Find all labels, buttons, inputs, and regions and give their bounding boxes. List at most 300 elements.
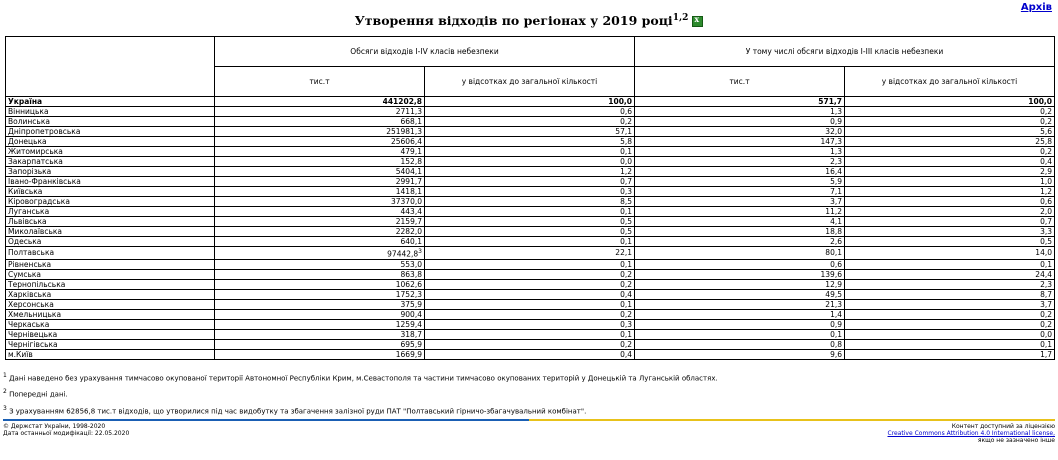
total-percent-cell-value: 57,1 — [615, 127, 632, 136]
hazardous-volume-cell-value: 0,8 — [830, 339, 842, 349]
region-cell-value: Черкаська — [8, 319, 50, 329]
total-percent-cell — [425, 299, 635, 309]
hazardous-volume-cell-value: 139,6 — [820, 269, 842, 279]
hazardous-volume-cell-value: 2,6 — [830, 237, 842, 246]
group1-percent-header: у відсотках до загальної кількості — [425, 67, 635, 97]
region-cell — [6, 349, 215, 359]
hazardous-percent-cell-value: 0,4 — [1040, 157, 1052, 166]
title-footnote-ref: 1,2 — [672, 13, 689, 23]
hazardous-volume-cell — [635, 309, 845, 319]
hazardous-percent-cell — [845, 269, 1055, 279]
region-cell-value: Кіровоградська — [8, 197, 70, 206]
hazardous-percent-cell-value: 0,1 — [1040, 259, 1052, 269]
hazardous-percent-cell — [845, 157, 1055, 167]
region-cell — [6, 207, 215, 217]
total-percent-cell-value: 0,0 — [620, 157, 632, 166]
region-cell — [6, 309, 215, 319]
total-volume-cell-value: 863,8 — [400, 269, 422, 279]
total-volume-cell-value: 1259,4 — [395, 319, 422, 329]
total-percent-cell — [425, 207, 635, 217]
hazardous-volume-cell — [635, 329, 845, 339]
region-cell — [6, 289, 215, 299]
hazardous-percent-cell-value: 100,0 — [1028, 97, 1052, 106]
total-volume-cell-value: 5404,1 — [395, 167, 422, 176]
total-percent-cell — [425, 247, 635, 260]
total-volume-cell — [215, 309, 425, 319]
hazardous-percent-cell-value: 8,7 — [1040, 289, 1052, 299]
hazardous-percent-cell — [845, 319, 1055, 329]
total-volume-cell-value: 441202,8 — [382, 97, 422, 106]
total-volume-cell-value: 1669,9 — [395, 349, 422, 359]
hazardous-volume-cell — [635, 299, 845, 309]
hazardous-volume-cell-value: 32,0 — [825, 127, 842, 136]
group2-unit-header: тис.т — [635, 67, 845, 97]
total-percent-cell — [425, 329, 635, 339]
hazardous-volume-cell — [635, 107, 845, 117]
license-link[interactable]: Creative Commons Attribution 4.0 International license, — [887, 430, 1055, 437]
total-percent-cell-value: 0,3 — [620, 187, 632, 196]
hazardous-percent-cell — [845, 237, 1055, 247]
total-volume-cell-value: 2282,0 — [395, 227, 422, 236]
hazardous-volume-cell-value: 0,6 — [830, 259, 842, 269]
hazardous-percent-cell-value: 0,2 — [1040, 309, 1052, 319]
footnote-marker: 3 — [3, 404, 7, 412]
hazardous-volume-cell-value: 0,1 — [830, 329, 842, 339]
table-row — [6, 117, 1055, 127]
hazardous-percent-cell — [845, 137, 1055, 147]
footnote — [3, 388, 718, 398]
total-percent-cell — [425, 309, 635, 319]
footnote-marker: 1 — [3, 372, 7, 379]
waste-table — [5, 36, 1055, 360]
table-header-row — [6, 37, 1055, 67]
hazardous-percent-cell-value: 1,2 — [1040, 187, 1052, 196]
total-percent-cell-value: 0,1 — [620, 329, 632, 339]
hazardous-volume-cell-value: 1,3 — [830, 147, 842, 156]
total-volume-cell — [215, 197, 425, 207]
hazardous-percent-cell-value: 0,0 — [1040, 329, 1052, 339]
hazardous-volume-cell — [635, 279, 845, 289]
total-percent-cell-value: 8,5 — [620, 197, 632, 206]
footnote-ref: 3 — [418, 248, 422, 255]
total-percent-cell — [425, 187, 635, 197]
hazardous-percent-cell — [845, 147, 1055, 157]
total-percent-cell — [425, 197, 635, 207]
total-volume-cell-value: 251981,3 — [386, 127, 422, 136]
total-percent-cell — [425, 177, 635, 187]
footnote — [3, 405, 718, 415]
table-row — [6, 279, 1055, 289]
hazardous-percent-cell-value: 5,6 — [1040, 127, 1052, 136]
region-cell — [6, 197, 215, 207]
table-row — [6, 247, 1055, 260]
copyright-text: © Держстат України, 1998-2020 — [3, 423, 106, 430]
table-row — [6, 167, 1055, 177]
total-percent-cell — [425, 167, 635, 177]
footnote-marker: 2 — [3, 388, 7, 396]
total-volume-cell — [215, 117, 425, 127]
region-cell-value: Вінницька — [8, 107, 49, 116]
total-volume-cell — [215, 217, 425, 227]
total-percent-cell — [425, 237, 635, 247]
hazardous-volume-cell-value: 18,8 — [825, 227, 842, 236]
region-cell — [6, 237, 215, 247]
region-cell — [6, 339, 215, 349]
hazardous-percent-cell-value: 0,2 — [1040, 117, 1052, 126]
total-percent-cell — [425, 259, 635, 269]
hazardous-percent-cell — [845, 177, 1055, 187]
region-cell-value: Івано-Франківська — [8, 177, 81, 186]
hazardous-volume-cell — [635, 147, 845, 157]
total-volume-cell — [215, 349, 425, 359]
total-percent-cell-value: 0,1 — [620, 259, 632, 269]
total-volume-cell-value: 152,8 — [400, 157, 422, 166]
total-volume-cell — [215, 339, 425, 349]
total-percent-cell-value: 100,0 — [608, 97, 632, 106]
hazardous-volume-cell-value: 3,7 — [830, 197, 842, 206]
hazardous-volume-cell — [635, 349, 845, 359]
total-volume-cell-value: 695,9 — [400, 339, 422, 349]
region-cell-value: Житомирська — [8, 147, 63, 156]
hazardous-percent-cell-value: 3,3 — [1040, 227, 1052, 236]
hazardous-volume-cell — [635, 207, 845, 217]
total-percent-cell — [425, 217, 635, 227]
region-cell-value: Луганська — [8, 207, 50, 216]
total-percent-cell — [425, 147, 635, 157]
total-volume-cell — [215, 157, 425, 167]
total-volume-cell-value: 479,1 — [400, 147, 422, 156]
total-percent-cell-value: 0,1 — [620, 147, 632, 156]
hazardous-volume-cell-value: 5,9 — [830, 177, 842, 186]
total-volume-cell — [215, 329, 425, 339]
total-volume-cell — [215, 167, 425, 177]
hazardous-percent-cell — [845, 187, 1055, 197]
hazardous-percent-cell — [845, 329, 1055, 339]
table-row — [6, 107, 1055, 117]
region-cell — [6, 279, 215, 289]
region-cell-value: Закарпатська — [8, 157, 63, 166]
hazardous-volume-cell-value: 0,9 — [830, 319, 842, 329]
region-cell — [6, 247, 215, 260]
table-row — [6, 147, 1055, 157]
region-cell-value: Хмельницька — [8, 309, 62, 319]
hazardous-percent-cell — [845, 127, 1055, 137]
region-cell-value: Чернігівська — [8, 339, 58, 349]
table-row — [6, 137, 1055, 147]
region-cell — [6, 157, 215, 167]
total-volume-cell — [215, 127, 425, 137]
total-percent-cell-value: 0,4 — [620, 349, 632, 359]
total-volume-cell — [215, 227, 425, 237]
total-percent-cell — [425, 157, 635, 167]
table-row — [6, 207, 1055, 217]
total-percent-cell — [425, 117, 635, 127]
group1-header: Обсяги відходів I-IV класів небезпеки — [215, 37, 635, 67]
excel-icon[interactable] — [692, 16, 703, 27]
hazardous-volume-cell — [635, 127, 845, 137]
table-row — [6, 329, 1055, 339]
region-cell — [6, 259, 215, 269]
total-volume-cell — [215, 187, 425, 197]
hazardous-percent-cell — [845, 117, 1055, 127]
hazardous-percent-cell-value: 14,0 — [1035, 248, 1052, 258]
total-percent-cell — [425, 107, 635, 117]
region-header-cell — [6, 37, 215, 97]
total-volume-cell-value: 1752,3 — [395, 289, 422, 299]
group1-unit-header: тис.т — [215, 67, 425, 97]
region-cell — [6, 187, 215, 197]
total-percent-cell-value: 0,4 — [620, 289, 632, 299]
page-title — [0, 13, 1058, 28]
title-text: Утворення відходів по регіонах у 2019 році — [354, 13, 673, 29]
hazardous-percent-cell — [845, 289, 1055, 299]
total-volume-cell — [215, 207, 425, 217]
hazardous-volume-cell — [635, 197, 845, 207]
region-cell-value: Тернопільська — [8, 279, 66, 289]
footer-divider — [3, 419, 1055, 421]
total-percent-cell-value: 0,2 — [620, 117, 632, 126]
total-percent-cell — [425, 227, 635, 237]
hazardous-volume-cell — [635, 137, 845, 147]
hazardous-volume-cell — [635, 227, 845, 237]
total-percent-cell — [425, 339, 635, 349]
total-volume-cell — [215, 247, 425, 260]
hazardous-volume-cell — [635, 117, 845, 127]
total-volume-cell — [215, 269, 425, 279]
hazardous-percent-cell-value: 0,6 — [1040, 197, 1052, 206]
hazardous-percent-cell-value: 25,8 — [1035, 137, 1052, 146]
total-volume-cell — [215, 147, 425, 157]
table-row — [6, 349, 1055, 359]
footer-left — [3, 423, 129, 437]
hazardous-percent-cell — [845, 207, 1055, 217]
total-percent-cell-value: 0,2 — [620, 309, 632, 319]
total-percent-cell-value: 0,5 — [620, 217, 632, 226]
total-percent-cell-value: 0,1 — [620, 207, 632, 216]
hazardous-percent-cell-value: 1,0 — [1040, 177, 1052, 186]
table-row — [6, 127, 1055, 137]
hazardous-volume-cell-value: 1,3 — [830, 107, 842, 116]
total-volume-cell-value: 900,4 — [400, 309, 422, 319]
hazardous-percent-cell — [845, 299, 1055, 309]
region-cell — [6, 227, 215, 237]
region-cell-value: Донецька — [8, 137, 47, 146]
hazardous-volume-cell-value: 147,3 — [820, 137, 842, 146]
total-percent-cell — [425, 279, 635, 289]
region-cell — [6, 127, 215, 137]
hazardous-percent-cell — [845, 247, 1055, 260]
region-cell — [6, 177, 215, 187]
hazardous-volume-cell-value: 7,1 — [830, 187, 842, 196]
region-cell — [6, 137, 215, 147]
total-volume-cell — [215, 289, 425, 299]
region-cell-value: Запорізька — [8, 167, 52, 176]
total-percent-cell-value: 1,2 — [620, 167, 632, 176]
total-volume-cell-value: 1418,1 — [395, 187, 422, 196]
hazardous-percent-cell — [845, 167, 1055, 177]
hazardous-volume-cell — [635, 187, 845, 197]
total-percent-cell — [425, 289, 635, 299]
hazardous-volume-cell-value: 80,1 — [825, 248, 842, 258]
region-cell — [6, 319, 215, 329]
total-volume-cell-value: 318,7 — [400, 329, 422, 339]
total-volume-cell-value: 1062,6 — [395, 279, 422, 289]
table-row — [6, 259, 1055, 269]
hazardous-volume-cell — [635, 237, 845, 247]
footnote-text: Дані наведено без урахування тимчасово окупованої території Автономної Республіки Крим, м.Севастополя та частини тимчасово окупованих територій у Донецькій та Луганській областях. — [9, 374, 718, 383]
total-volume-cell-value: 375,9 — [400, 299, 422, 309]
hazardous-percent-cell-value: 2,3 — [1040, 279, 1052, 289]
region-cell — [6, 269, 215, 279]
region-cell-value: Чернівецька — [8, 329, 58, 339]
total-percent-cell — [425, 127, 635, 137]
total-volume-cell-value: 640,1 — [400, 237, 422, 246]
total-percent-cell — [425, 319, 635, 329]
hazardous-percent-cell — [845, 339, 1055, 349]
hazardous-percent-cell — [845, 259, 1055, 269]
total-volume-cell-value: 553,0 — [400, 259, 422, 269]
region-cell-value: Львівська — [8, 217, 47, 226]
total-percent-cell-value: 0,1 — [620, 237, 632, 246]
region-cell-value: Київська — [8, 187, 43, 196]
hazardous-percent-cell — [845, 349, 1055, 359]
group2-header: У тому числі обсяги відходів I-III класів небезпеки — [635, 37, 1055, 67]
total-volume-cell-value: 2991,7 — [395, 177, 422, 186]
hazardous-volume-cell-value: 11,2 — [825, 207, 842, 216]
region-cell-value: м.Київ — [8, 349, 33, 359]
total-percent-cell-value: 0,1 — [620, 299, 632, 309]
table-row — [6, 177, 1055, 187]
hazardous-percent-cell-value: 0,5 — [1040, 237, 1052, 246]
total-percent-cell — [425, 269, 635, 279]
total-volume-cell — [215, 279, 425, 289]
hazardous-volume-cell-value: 4,1 — [830, 217, 842, 226]
hazardous-volume-cell — [635, 289, 845, 299]
hazardous-percent-cell-value: 2,9 — [1040, 167, 1052, 176]
hazardous-volume-cell — [635, 319, 845, 329]
table-row — [6, 157, 1055, 167]
table-row — [6, 299, 1055, 309]
table-row — [6, 197, 1055, 207]
total-percent-cell-value: 0,7 — [620, 177, 632, 186]
table-row — [6, 339, 1055, 349]
total-percent-cell — [425, 97, 635, 107]
group2-percent-header: у відсотках до загальної кількості — [845, 67, 1055, 97]
total-volume-cell-value: 2159,7 — [395, 217, 422, 226]
hazardous-volume-cell — [635, 157, 845, 167]
total-percent-cell-value: 0,2 — [620, 269, 632, 279]
region-cell-value: Україна — [8, 97, 43, 106]
table-row — [6, 269, 1055, 279]
hazardous-volume-cell-value: 12,9 — [825, 279, 842, 289]
hazardous-volume-cell — [635, 167, 845, 177]
hazardous-percent-cell-value: 3,7 — [1040, 299, 1052, 309]
region-cell — [6, 217, 215, 227]
total-volume-cell-value: 25606,4 — [390, 137, 422, 146]
region-cell-value: Миколаївська — [8, 227, 63, 236]
region-cell-value: Волинська — [8, 117, 50, 126]
hazardous-volume-cell — [635, 269, 845, 279]
total-percent-cell-value: 0,2 — [620, 339, 632, 349]
hazardous-percent-cell-value: 2,0 — [1040, 207, 1052, 216]
footnote — [3, 372, 718, 382]
license-note-text: якщо не зазначено інше — [977, 437, 1055, 444]
region-cell-value: Одеська — [8, 237, 42, 246]
hazardous-percent-cell-value: 0,1 — [1040, 339, 1052, 349]
hazardous-percent-cell — [845, 217, 1055, 227]
footnote-text: Попередні дані. — [9, 390, 68, 399]
total-percent-cell — [425, 349, 635, 359]
hazardous-percent-cell — [845, 279, 1055, 289]
total-volume-cell — [215, 107, 425, 117]
table-row — [6, 227, 1055, 237]
total-volume-cell-value: 668,1 — [400, 117, 422, 126]
total-volume-cell — [215, 237, 425, 247]
region-cell-value: Рівненська — [8, 259, 52, 269]
table-row — [6, 319, 1055, 329]
archive-link[interactable]: Архів — [1020, 2, 1052, 13]
hazardous-volume-cell-value: 2,3 — [830, 157, 842, 166]
hazardous-volume-cell — [635, 177, 845, 187]
hazardous-volume-cell-value: 21,3 — [825, 299, 842, 309]
table-row — [6, 289, 1055, 299]
table-row — [6, 237, 1055, 247]
hazardous-percent-cell-value: 0,7 — [1040, 217, 1052, 226]
hazardous-volume-cell — [635, 97, 845, 107]
table-row — [6, 217, 1055, 227]
region-cell — [6, 97, 215, 107]
hazardous-percent-cell — [845, 227, 1055, 237]
table-row — [6, 309, 1055, 319]
region-cell-value: Дніпропетровська — [8, 127, 81, 136]
hazardous-percent-cell-value: 0,2 — [1040, 147, 1052, 156]
total-percent-cell-value: 0,6 — [620, 107, 632, 116]
hazardous-volume-cell — [635, 217, 845, 227]
total-volume-cell — [215, 177, 425, 187]
total-percent-cell-value: 5,8 — [620, 137, 632, 146]
hazardous-volume-cell-value: 9,6 — [830, 349, 842, 359]
total-percent-cell-value: 0,5 — [620, 227, 632, 236]
total-volume-cell — [215, 259, 425, 269]
footer-right — [888, 423, 1055, 444]
hazardous-volume-cell-value: 49,5 — [825, 289, 842, 299]
hazardous-volume-cell — [635, 259, 845, 269]
hazardous-volume-cell-value: 16,4 — [825, 167, 842, 176]
region-cell — [6, 107, 215, 117]
region-cell-value: Полтавська — [8, 248, 55, 258]
hazardous-volume-cell-value: 0,9 — [830, 117, 842, 126]
region-cell — [6, 299, 215, 309]
hazardous-percent-cell — [845, 97, 1055, 107]
total-volume-cell-value: 37370,0 — [390, 197, 422, 206]
total-percent-cell-value: 0,2 — [620, 279, 632, 289]
footnote-text: З урахуванням 62856,8 тис.т відходів, що утворилися під час видобутку та збагачення залізної руди ПАТ "Полтавський гірничо-збагачувальний комбінат". — [9, 406, 587, 415]
total-volume-cell-value: 97442,8 — [387, 249, 419, 259]
hazardous-volume-cell-value: 571,7 — [818, 97, 842, 106]
hazardous-volume-cell — [635, 247, 845, 260]
total-volume-cell — [215, 319, 425, 329]
hazardous-percent-cell — [845, 309, 1055, 319]
region-cell-value: Херсонська — [8, 299, 54, 309]
region-cell — [6, 147, 215, 157]
total-percent-cell-value: 0,3 — [620, 319, 632, 329]
license-intro-text: Контент доступний за ліцензією — [951, 423, 1055, 430]
modified-date-text: Дата останньої модифікації: 22.05.2020 — [3, 430, 130, 437]
region-cell — [6, 167, 215, 177]
total-volume-cell — [215, 137, 425, 147]
total-volume-cell — [215, 299, 425, 309]
hazardous-volume-cell — [635, 339, 845, 349]
